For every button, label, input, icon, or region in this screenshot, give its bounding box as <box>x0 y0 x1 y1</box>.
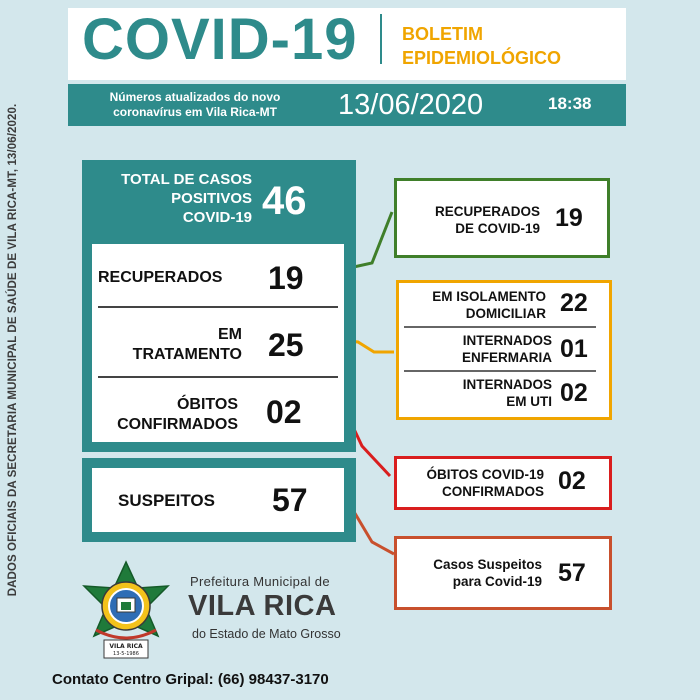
tratamento-label-line2: TRATAMENTO <box>132 346 242 363</box>
obitos-label-line1: ÓBITOS <box>176 396 238 413</box>
detail-recuperados-value: 19 <box>555 204 583 232</box>
logo-line3: do Estado de Mato Grosso <box>192 627 341 641</box>
obitos-label-line2: CONFIRMADOS <box>117 416 238 433</box>
obitos-label <box>100 395 238 435</box>
suspeitos-label: SUSPEITOS <box>118 491 215 510</box>
contact-footer: Contato Centro Gripal: (66) 98437-3170 <box>52 671 329 688</box>
detail-separator <box>404 326 596 328</box>
detail-isolamento-label-line1: EM ISOLAMENTO <box>432 289 546 304</box>
detail-recuperados-label <box>400 203 540 237</box>
detail-recuperados-label-line2: DE COVID-19 <box>455 221 540 236</box>
detail-obitos-value: 02 <box>558 467 586 495</box>
detail-uti-value: 02 <box>560 379 588 407</box>
total-cases-value: 46 <box>262 179 307 223</box>
detail-enfermaria-label-line2: ENFERMARIA <box>462 350 552 365</box>
header-subtitle-line1: BOLETIM <box>402 24 483 44</box>
obitos-value: 02 <box>266 394 302 430</box>
detail-suspeitos-label-line1: Casos Suspeitos <box>433 557 542 572</box>
date-bar-subtitle-line2: coronavírus em Vila Rica-MT <box>113 105 277 119</box>
total-cases-label-line2: POSITIVOS <box>171 190 252 207</box>
report-time: 18:38 <box>548 94 592 113</box>
detail-isolamento-label-line2: DOMICILIAR <box>465 306 546 321</box>
svg-text:VILA RICA: VILA RICA <box>109 643 143 650</box>
logo-line2: VILA RICA <box>188 590 337 622</box>
detail-isolamento-value: 22 <box>560 289 588 317</box>
total-cases-label <box>92 170 252 227</box>
total-cases-label-line3: COVID-19 <box>182 209 252 226</box>
tratamento-label <box>100 325 242 365</box>
detail-recuperados-label-line1: RECUPERADOS <box>434 204 540 219</box>
detail-enfermaria-label <box>404 332 552 366</box>
logo-line1: Prefeitura Municipal de <box>190 574 330 589</box>
detail-suspeitos-label <box>400 556 542 590</box>
suspeitos-value: 57 <box>272 482 308 518</box>
summary-separator <box>98 376 338 378</box>
detail-separator <box>404 370 596 372</box>
detail-obitos-label-line1: ÓBITOS COVID-19 <box>426 467 544 482</box>
detail-isolamento-label <box>404 288 546 322</box>
detail-uti-label-line1: INTERNADOS <box>462 377 552 392</box>
total-cases-label-line1: TOTAL DE CASOS <box>121 171 252 188</box>
detail-uti-label-line2: EM UTI <box>506 394 552 409</box>
tratamento-label-line1: EM <box>218 326 242 343</box>
header-subtitle-line2: EPIDEMIOLÓGICO <box>402 48 562 68</box>
detail-obitos-label-line2: CONFIRMADOS <box>442 484 544 499</box>
date-bar-subtitle-line1: Números atualizados do novo <box>109 90 281 104</box>
detail-suspeitos-value: 57 <box>558 559 586 587</box>
recuperados-label: RECUPERADOS <box>98 269 223 286</box>
detail-uti-label <box>404 376 552 410</box>
municipal-crest-icon <box>76 560 176 664</box>
page-title: COVID-19 <box>82 7 358 72</box>
report-date: 13/06/2020 <box>338 89 484 121</box>
detail-enfermaria-label-line1: INTERNADOS <box>462 333 552 348</box>
detail-enfermaria-value: 01 <box>560 335 588 363</box>
side-source-label: DADOS OFICIAIS DA SECRETARIA MUNICIPAL DE SAÚDE DE VILA RICA-MT, 13/06/2020. <box>7 103 19 597</box>
tratamento-value: 25 <box>268 327 304 363</box>
detail-obitos-label <box>400 466 544 500</box>
svg-text:13-5-1986: 13-5-1986 <box>113 651 139 657</box>
detail-suspeitos-label-line2: para Covid-19 <box>452 574 542 589</box>
recuperados-value: 19 <box>268 260 304 296</box>
summary-separator <box>98 306 338 308</box>
